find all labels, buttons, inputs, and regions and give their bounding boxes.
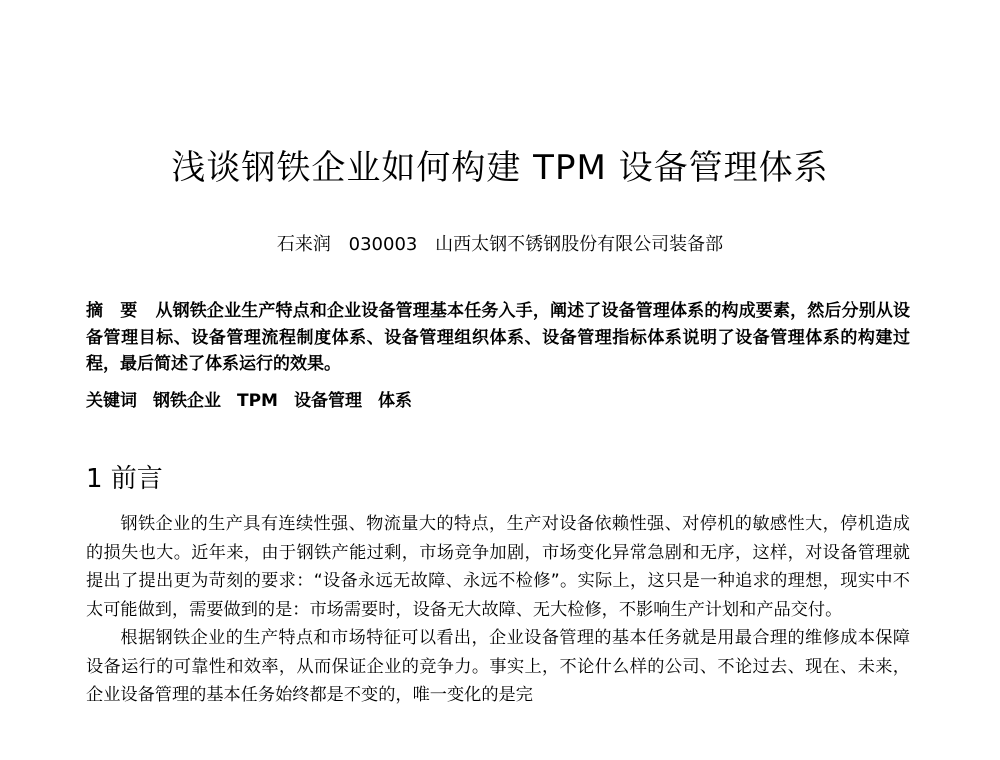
keywords — [86, 388, 910, 414]
author-line — [0, 232, 1000, 258]
author-name: 石来润 — [276, 234, 331, 255]
abstract-text: 从钢铁企业生产特点和企业设备管理基本任务入手，阐述了设备管理体系的构成要素，然后分别从设备管理目标、设备管理流程制度体系、设备管理组织体系、设备管理指标体系说明了设备管理体系的构建过程，最后简述了体系运行的效果。 — [86, 301, 911, 374]
author-postcode: 030003 — [348, 234, 418, 255]
section-heading: 1 前言 — [86, 464, 163, 494]
abstract — [86, 298, 910, 378]
author-affiliation: 山西太钢不锈钢股份有限公司装备部 — [435, 234, 724, 255]
paragraph: 根据钢铁企业的生产特点和市场特征可以看出，企业设备管理的基本任务就是用最合理的维修成本保障设备运行的可靠性和效率，从而保证企业的竞争力。事实上，不论什么样的公司、不论过去、现在、未来，企业设备管理的基本任务始终都是不变的，唯一变化的是完 — [86, 628, 910, 705]
paragraph: 钢铁企业的生产具有连续性强、物流量大的特点，生产对设备依赖性强、对停机的敏感性大，停机造成的损失也大。近年来，由于钢铁产能过剩，市场竞争加剧，市场变化异常急剧和无序，这样，对设备管理就提出了提出更为苛刻的要求：“设备永远无故障、永远不检修”。实际上，这只是一种追求的理想，现实中不太可能做到，需要做到的是：市场需要时，设备无大故障、无大检修，不影响生产计划和产品交付。 — [86, 514, 910, 620]
abstract-label: 摘 要 — [86, 301, 138, 321]
keywords-label: 关键词 — [86, 391, 137, 411]
keyword: 钢铁企业 — [153, 391, 221, 411]
body-text — [86, 510, 910, 710]
keyword: 设备管理 — [293, 391, 362, 411]
keyword: 体系 — [377, 391, 412, 411]
paper-title: 浅谈钢铁企业如何构建 TPM 设备管理体系 — [171, 148, 829, 188]
keyword: TPM — [237, 391, 278, 411]
